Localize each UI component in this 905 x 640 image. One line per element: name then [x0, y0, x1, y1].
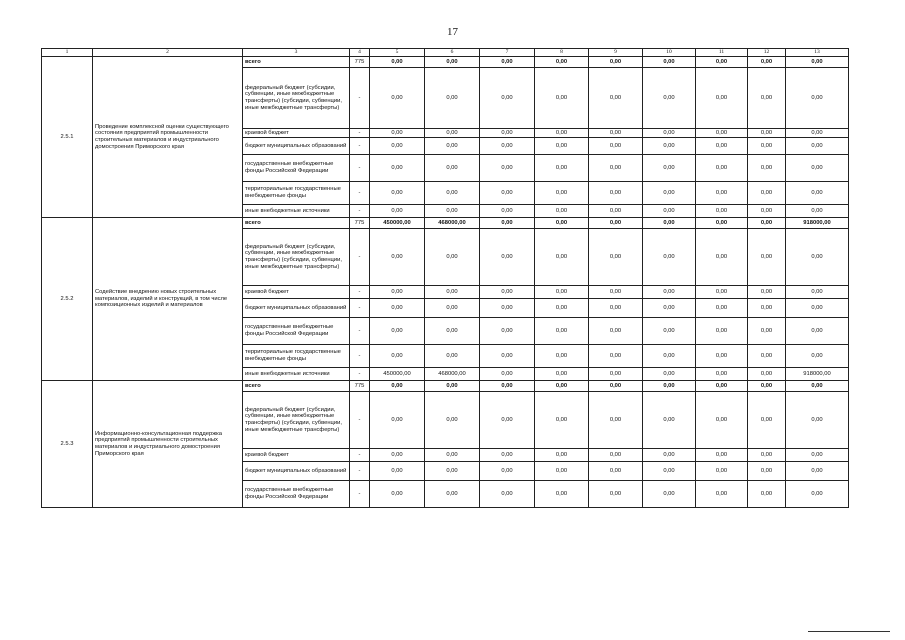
value-cell: 0,00: [643, 218, 696, 229]
value-cell: 0,00: [786, 345, 849, 368]
funding-source-label: территориальные государственные внебюджетные фонды: [243, 182, 350, 205]
value-cell: 0,00: [786, 449, 849, 462]
value-cell: 0,00: [748, 205, 786, 218]
value-cell: 0,00: [370, 299, 425, 318]
value-cell: 0,00: [643, 481, 696, 508]
code-cell: -: [350, 318, 370, 345]
value-cell: 0,00: [589, 138, 643, 155]
value-cell: 0,00: [696, 138, 748, 155]
value-cell: 0,00: [370, 449, 425, 462]
value-cell: 0,00: [589, 182, 643, 205]
value-cell: 0,00: [589, 68, 643, 129]
value-cell: 0,00: [696, 368, 748, 381]
value-cell: 0,00: [696, 481, 748, 508]
funding-source-label: федеральный бюджет (субсидии, субвенции, иные межбюджетные трансферты) (субсидии, субвенции, иные межбюджетные трансферты): [243, 392, 350, 449]
value-cell: 0,00: [589, 345, 643, 368]
item-code: 2.5.2: [42, 218, 93, 381]
code-cell: -: [350, 462, 370, 481]
value-cell: 0,00: [370, 129, 425, 138]
value-cell: 450000,00: [370, 368, 425, 381]
item-title: Информационно-консультационная поддержка предприятий промышленности строительных материалов и индустриального домостроения Приморского края: [93, 381, 243, 508]
funding-source-label: федеральный бюджет (субсидии, субвенции, иные межбюджетные трансферты) (субсидии, субвенции, иные межбюджетные трансферты): [243, 68, 350, 129]
value-cell: 0,00: [480, 381, 535, 392]
item-code: 2.5.1: [42, 57, 93, 218]
value-cell: 0,00: [370, 481, 425, 508]
header-cell: 3: [243, 49, 350, 57]
code-cell: 775: [350, 381, 370, 392]
value-cell: 0,00: [370, 286, 425, 299]
value-cell: 0,00: [786, 286, 849, 299]
value-cell: 0,00: [786, 182, 849, 205]
value-cell: 468000,00: [425, 368, 480, 381]
value-cell: 0,00: [425, 182, 480, 205]
value-cell: 0,00: [589, 449, 643, 462]
code-cell: -: [350, 229, 370, 286]
value-cell: 0,00: [370, 345, 425, 368]
value-cell: 0,00: [786, 57, 849, 68]
value-cell: 0,00: [786, 381, 849, 392]
value-cell: 0,00: [786, 155, 849, 182]
header-cell: 11: [696, 49, 748, 57]
value-cell: 0,00: [480, 318, 535, 345]
value-cell: 0,00: [535, 392, 589, 449]
header-cell: 5: [370, 49, 425, 57]
value-cell: 0,00: [370, 318, 425, 345]
value-cell: 0,00: [370, 155, 425, 182]
funding-source-label: государственные внебюджетные фонды Российской Федерации: [243, 481, 350, 508]
value-cell: 0,00: [643, 449, 696, 462]
funding-source-label: всего: [243, 57, 350, 68]
value-cell: 0,00: [696, 345, 748, 368]
value-cell: 0,00: [535, 381, 589, 392]
value-cell: 0,00: [425, 68, 480, 129]
value-cell: 0,00: [480, 155, 535, 182]
value-cell: 0,00: [535, 299, 589, 318]
value-cell: 0,00: [643, 368, 696, 381]
value-cell: 0,00: [748, 182, 786, 205]
value-cell: 0,00: [643, 345, 696, 368]
code-cell: -: [350, 368, 370, 381]
value-cell: 0,00: [535, 218, 589, 229]
value-cell: 0,00: [370, 68, 425, 129]
header-row: [42, 49, 849, 57]
header-cell: 6: [425, 49, 480, 57]
value-cell: 0,00: [535, 129, 589, 138]
header-cell: 9: [589, 49, 643, 57]
value-cell: 0,00: [480, 218, 535, 229]
item-title: Проведение комплексной оценки существующего состояния предприятий промышленности строительных материалов и индустриального домостроения Приморского края: [93, 57, 243, 218]
value-cell: 0,00: [786, 205, 849, 218]
value-cell: 0,00: [370, 57, 425, 68]
value-cell: 0,00: [696, 318, 748, 345]
value-cell: 0,00: [535, 57, 589, 68]
value-cell: 0,00: [589, 57, 643, 68]
value-cell: 0,00: [643, 392, 696, 449]
value-cell: 0,00: [370, 392, 425, 449]
value-cell: 0,00: [643, 205, 696, 218]
value-cell: 0,00: [535, 229, 589, 286]
value-cell: 0,00: [786, 392, 849, 449]
funding-source-label: территориальные государственные внебюджетные фонды: [243, 345, 350, 368]
value-cell: 0,00: [535, 138, 589, 155]
value-cell: 0,00: [643, 68, 696, 129]
value-cell: 0,00: [480, 299, 535, 318]
funding-source-label: краевой бюджет: [243, 449, 350, 462]
block-total-row: [42, 381, 849, 392]
value-cell: 918000,00: [786, 218, 849, 229]
code-cell: -: [350, 345, 370, 368]
value-cell: 0,00: [480, 481, 535, 508]
value-cell: 0,00: [589, 368, 643, 381]
value-cell: 0,00: [535, 449, 589, 462]
value-cell: 0,00: [748, 345, 786, 368]
value-cell: 0,00: [370, 138, 425, 155]
value-cell: 0,00: [480, 205, 535, 218]
value-cell: 0,00: [425, 318, 480, 345]
value-cell: 0,00: [589, 381, 643, 392]
value-cell: 0,00: [696, 381, 748, 392]
code-cell: -: [350, 449, 370, 462]
code-cell: -: [350, 481, 370, 508]
value-cell: 0,00: [589, 481, 643, 508]
value-cell: 0,00: [696, 229, 748, 286]
value-cell: 0,00: [589, 129, 643, 138]
value-cell: 0,00: [643, 299, 696, 318]
value-cell: 0,00: [643, 138, 696, 155]
value-cell: 0,00: [480, 449, 535, 462]
value-cell: 0,00: [696, 68, 748, 129]
value-cell: 0,00: [480, 68, 535, 129]
value-cell: 0,00: [748, 129, 786, 138]
value-cell: 0,00: [425, 229, 480, 286]
page-number: 17: [447, 26, 458, 38]
value-cell: 0,00: [643, 155, 696, 182]
value-cell: 0,00: [535, 286, 589, 299]
funding-source-label: краевой бюджет: [243, 286, 350, 299]
funding-source-label: всего: [243, 381, 350, 392]
value-cell: 0,00: [425, 381, 480, 392]
value-cell: 0,00: [748, 138, 786, 155]
value-cell: 0,00: [480, 229, 535, 286]
value-cell: 0,00: [696, 155, 748, 182]
value-cell: 0,00: [643, 381, 696, 392]
value-cell: 0,00: [643, 182, 696, 205]
value-cell: 0,00: [535, 462, 589, 481]
value-cell: 0,00: [786, 138, 849, 155]
value-cell: 0,00: [589, 462, 643, 481]
code-cell: -: [350, 68, 370, 129]
value-cell: 0,00: [535, 182, 589, 205]
funding-source-label: государственные внебюджетные фонды Российской Федерации: [243, 318, 350, 345]
value-cell: 0,00: [480, 392, 535, 449]
value-cell: 0,00: [425, 481, 480, 508]
item-title: Содействие внедрению новых строительных материалов, изделий и конструкций, в том числе композиционных изделий и материалов: [93, 218, 243, 381]
funding-source-label: бюджет муниципальных образований: [243, 299, 350, 318]
value-cell: 0,00: [748, 229, 786, 286]
funding-source-label: иные внебюджетные источники: [243, 368, 350, 381]
value-cell: 0,00: [480, 286, 535, 299]
value-cell: 0,00: [786, 318, 849, 345]
code-cell: -: [350, 392, 370, 449]
value-cell: 0,00: [425, 345, 480, 368]
value-cell: 0,00: [748, 57, 786, 68]
value-cell: 0,00: [786, 229, 849, 286]
value-cell: 0,00: [748, 218, 786, 229]
value-cell: 0,00: [696, 286, 748, 299]
value-cell: 0,00: [425, 299, 480, 318]
value-cell: 0,00: [425, 449, 480, 462]
header-cell: 2: [93, 49, 243, 57]
value-cell: 0,00: [696, 299, 748, 318]
value-cell: 0,00: [535, 345, 589, 368]
value-cell: 0,00: [425, 155, 480, 182]
value-cell: 0,00: [643, 462, 696, 481]
funding-source-label: иные внебюджетные источники: [243, 205, 350, 218]
value-cell: 0,00: [480, 129, 535, 138]
value-cell: 0,00: [748, 318, 786, 345]
value-cell: 0,00: [589, 205, 643, 218]
code-cell: -: [350, 129, 370, 138]
value-cell: 0,00: [643, 229, 696, 286]
funding-source-label: государственные внебюджетные фонды Российской Федерации: [243, 155, 350, 182]
value-cell: 0,00: [786, 299, 849, 318]
funding-source-label: всего: [243, 218, 350, 229]
value-cell: 0,00: [696, 392, 748, 449]
value-cell: 0,00: [696, 57, 748, 68]
value-cell: 0,00: [535, 205, 589, 218]
code-cell: -: [350, 299, 370, 318]
value-cell: 0,00: [589, 218, 643, 229]
value-cell: 0,00: [696, 462, 748, 481]
value-cell: 0,00: [370, 205, 425, 218]
value-cell: 0,00: [786, 481, 849, 508]
value-cell: 0,00: [370, 381, 425, 392]
value-cell: 0,00: [425, 392, 480, 449]
item-code: 2.5.3: [42, 381, 93, 508]
value-cell: 0,00: [786, 129, 849, 138]
value-cell: 0,00: [425, 138, 480, 155]
value-cell: 0,00: [748, 381, 786, 392]
block-total-row: [42, 57, 849, 68]
value-cell: 0,00: [425, 286, 480, 299]
value-cell: 0,00: [748, 392, 786, 449]
value-cell: 0,00: [480, 462, 535, 481]
value-cell: 0,00: [696, 182, 748, 205]
value-cell: 0,00: [589, 229, 643, 286]
block-total-row: [42, 218, 849, 229]
value-cell: 0,00: [589, 392, 643, 449]
header-cell: 12: [748, 49, 786, 57]
value-cell: 0,00: [748, 286, 786, 299]
value-cell: 0,00: [748, 68, 786, 129]
value-cell: 0,00: [643, 286, 696, 299]
value-cell: 0,00: [643, 57, 696, 68]
value-cell: 0,00: [480, 138, 535, 155]
value-cell: 0,00: [425, 462, 480, 481]
value-cell: 450000,00: [370, 218, 425, 229]
value-cell: 0,00: [480, 345, 535, 368]
funding-source-label: бюджет муниципальных образований: [243, 138, 350, 155]
code-cell: -: [350, 138, 370, 155]
code-cell: -: [350, 182, 370, 205]
value-cell: 0,00: [535, 481, 589, 508]
value-cell: 468000,00: [425, 218, 480, 229]
signature-line: [808, 631, 890, 632]
header-cell: 10: [643, 49, 696, 57]
value-cell: 0,00: [480, 368, 535, 381]
value-cell: 0,00: [786, 68, 849, 129]
budget-table: [41, 48, 849, 508]
value-cell: 0,00: [589, 299, 643, 318]
header-cell: 8: [535, 49, 589, 57]
value-cell: 0,00: [643, 129, 696, 138]
value-cell: 0,00: [748, 462, 786, 481]
code-cell: 775: [350, 218, 370, 229]
funding-source-label: бюджет муниципальных образований: [243, 462, 350, 481]
value-cell: 0,00: [370, 462, 425, 481]
value-cell: 0,00: [748, 449, 786, 462]
value-cell: 0,00: [696, 449, 748, 462]
value-cell: 0,00: [370, 229, 425, 286]
value-cell: 0,00: [589, 155, 643, 182]
header-cell: 4: [350, 49, 370, 57]
value-cell: 918000,00: [786, 368, 849, 381]
value-cell: 0,00: [748, 481, 786, 508]
header-cell: 7: [480, 49, 535, 57]
header-cell: 1: [42, 49, 93, 57]
value-cell: 0,00: [535, 368, 589, 381]
header-cell: 13: [786, 49, 849, 57]
code-cell: -: [350, 286, 370, 299]
value-cell: 0,00: [480, 57, 535, 68]
value-cell: 0,00: [696, 218, 748, 229]
value-cell: 0,00: [589, 318, 643, 345]
funding-source-label: краевой бюджет: [243, 129, 350, 138]
value-cell: 0,00: [535, 68, 589, 129]
code-cell: 775: [350, 57, 370, 68]
value-cell: 0,00: [589, 286, 643, 299]
value-cell: 0,00: [425, 57, 480, 68]
value-cell: 0,00: [696, 129, 748, 138]
value-cell: 0,00: [535, 318, 589, 345]
value-cell: 0,00: [786, 462, 849, 481]
value-cell: 0,00: [748, 155, 786, 182]
value-cell: 0,00: [535, 155, 589, 182]
value-cell: 0,00: [480, 182, 535, 205]
value-cell: 0,00: [370, 182, 425, 205]
value-cell: 0,00: [425, 205, 480, 218]
value-cell: 0,00: [748, 299, 786, 318]
value-cell: 0,00: [643, 318, 696, 345]
value-cell: 0,00: [425, 129, 480, 138]
value-cell: 0,00: [748, 368, 786, 381]
code-cell: -: [350, 155, 370, 182]
value-cell: 0,00: [696, 205, 748, 218]
code-cell: -: [350, 205, 370, 218]
funding-source-label: федеральный бюджет (субсидии, субвенции, иные межбюджетные трансферты) (субсидии, субвенции, иные межбюджетные трансферты): [243, 229, 350, 286]
